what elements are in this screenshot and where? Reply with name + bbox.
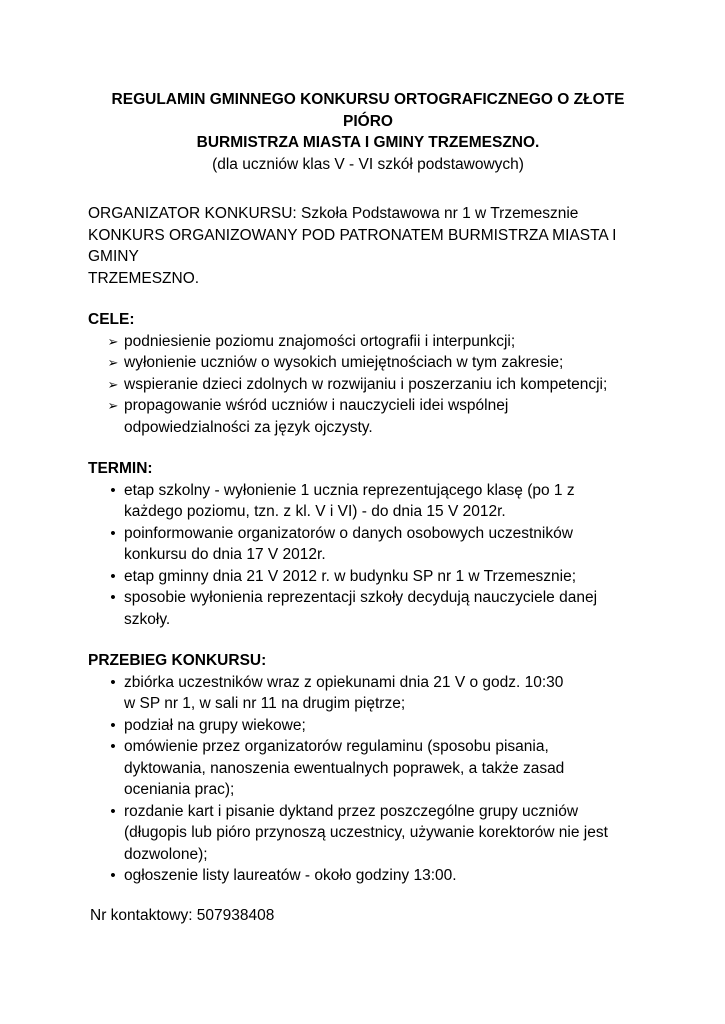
cele-item-text: podniesienie poziomu znajomości ortografii i interpunkcji;	[124, 332, 516, 350]
patronage-line: KONKURS ORGANIZOWANY POD PATRONATEM BURMISTRZA MIASTA I GMINY	[88, 226, 617, 265]
arrow-bullet-icon: ➢	[107, 355, 119, 370]
cele-list-item	[88, 374, 648, 396]
bullet-icon: •	[110, 673, 116, 691]
bullet-icon: •	[110, 481, 116, 499]
cele-heading: CELE:	[88, 311, 135, 328]
organizer-block	[88, 203, 648, 289]
bullet-icon: •	[110, 567, 116, 585]
przebieg-section	[88, 650, 648, 887]
cele-item-text: wspieranie dzieci zdolnych w rozwijaniu i poszerzaniu ich kompetencji;	[124, 375, 608, 393]
cele-section	[88, 309, 648, 438]
przebieg-heading: PRZEBIEG KONKURSU:	[88, 652, 267, 669]
przebieg-item-text: oceniania prac);	[124, 781, 235, 798]
termin-heading: TERMIN:	[88, 460, 153, 477]
title-line-1: REGULAMIN GMINNEGO KONKURSU ORTOGRAFICZNEGO O ZŁOTE PIÓRO	[111, 91, 625, 130]
bullet-icon: •	[110, 867, 116, 884]
title-line-2: BURMISTRZA MIASTA I GMINY TRZEMESZNO.	[196, 134, 540, 151]
przebieg-item-text: rozdanie kart i pisanie dyktand przez poszczególne grupy uczniów	[124, 802, 579, 820]
przebieg-list-item	[88, 865, 648, 887]
organizer-line: ORGANIZATOR KONKURSU: Szkoła Podstawowa nr 1 w Trzemesznie	[88, 205, 579, 222]
cele-list-item	[88, 331, 648, 353]
termin-list-item	[88, 523, 648, 566]
termin-list	[88, 480, 648, 631]
bullet-icon: •	[110, 524, 116, 542]
przebieg-list	[88, 672, 648, 887]
termin-section	[88, 458, 648, 630]
termin-item-text: poinformowanie organizatorów o danych osobowych uczestników	[124, 524, 573, 542]
document-title	[88, 89, 648, 175]
cele-item-text: propagowanie wśród uczniów i nauczycieli idei wspólnej	[124, 397, 509, 414]
przebieg-list-item	[88, 715, 648, 737]
cele-list-item	[88, 352, 648, 374]
document-page	[88, 89, 648, 926]
termin-list-item	[88, 587, 648, 630]
bullet-icon: •	[110, 738, 116, 755]
contact-number: Nr kontaktowy: 507938408	[90, 906, 275, 924]
termin-list-item	[88, 566, 648, 588]
przebieg-list-item	[88, 801, 648, 866]
przebieg-list-item	[88, 672, 648, 715]
cele-item-text: odpowiedzialności za język ojczysty.	[124, 418, 373, 436]
przebieg-item-text: (długopis lub pióro przynoszą uczestnicy, używanie korektorów nie jest	[124, 824, 608, 841]
arrow-bullet-icon: ➢	[107, 376, 119, 392]
bullet-icon: •	[110, 716, 116, 734]
przebieg-item-text: dozwolone);	[124, 845, 208, 863]
document-subtitle: (dla uczniów klas V - VI szkół podstawowych)	[212, 155, 524, 173]
arrow-bullet-icon: ➢	[107, 398, 119, 413]
cele-item-text: wyłonienie uczniów o wysokich umiejętnościach w tym zakresie;	[124, 354, 564, 371]
przebieg-item-text: zbiórka uczestników wraz z opiekunami dnia 21 V o godz. 10:30	[124, 673, 564, 691]
termin-item-text: każdego poziomu, tzn. z kl. V i VI) - do dnia 15 V 2012r.	[124, 503, 506, 520]
termin-item-text: sposobie wyłonienia reprezentacji szkoły decydują nauczyciele danej	[124, 589, 598, 606]
termin-item-text: etap szkolny - wyłonienie 1 ucznia reprezentującego klasę (po 1 z	[124, 481, 575, 499]
termin-item-text: etap gminny dnia 21 V 2012 r. w budynku SP nr 1 w Trzemesznie;	[124, 567, 577, 585]
bullet-icon: •	[110, 802, 116, 820]
cele-list-item	[88, 395, 648, 438]
przebieg-item-text: podział na grupy wiekowe;	[124, 716, 306, 734]
patronage-line-continued: TRZEMESZNO.	[88, 269, 200, 287]
termin-item-text: szkoły.	[124, 610, 171, 628]
przebieg-list-item	[88, 736, 648, 801]
termin-list-item	[88, 480, 648, 523]
przebieg-item-text: omówienie przez organizatorów regulaminu (sposobu pisania,	[124, 738, 549, 755]
przebieg-item-text: ogłoszenie listy laureatów - około godziny 13:00.	[124, 867, 457, 884]
arrow-bullet-icon: ➢	[107, 333, 119, 349]
cele-list	[88, 331, 648, 439]
bullet-icon: •	[110, 589, 116, 606]
termin-item-text: konkursu do dnia 17 V 2012r.	[124, 546, 326, 563]
przebieg-item-text: w SP nr 1, w sali nr 11 na drugim piętrze;	[124, 695, 406, 712]
przebieg-item-text: dyktowania, nanoszenia ewentualnych poprawek, a także zasad	[124, 759, 565, 777]
